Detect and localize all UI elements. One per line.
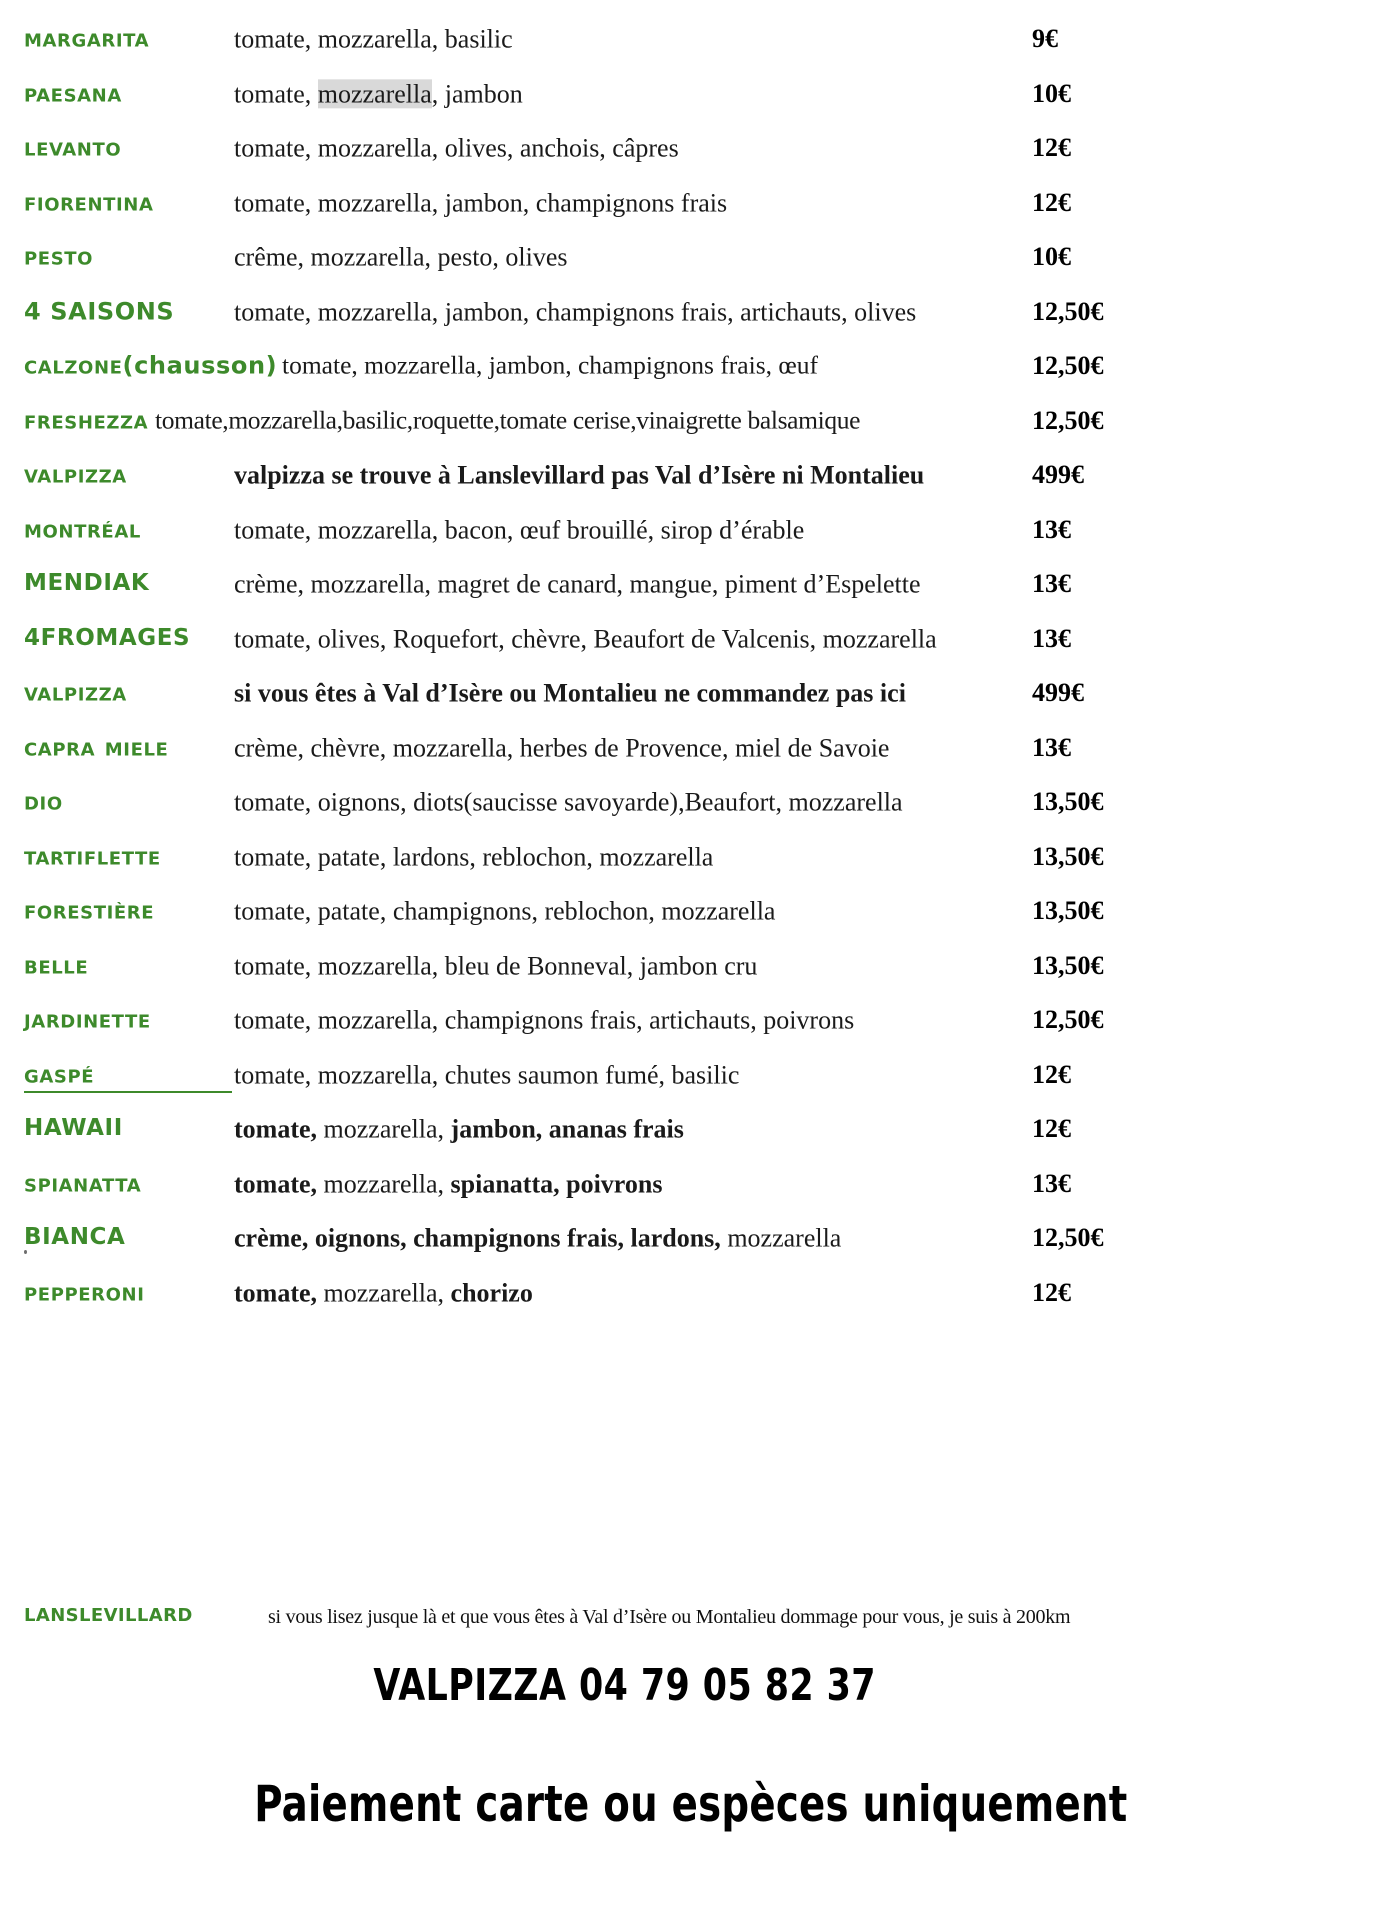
pizza-list (0, 12, 1399, 1320)
pizza-description: crême, mozzarella, pesto, olives (234, 242, 568, 272)
pizza-name: forestière (24, 895, 155, 926)
pizza-price: 13€ (1032, 569, 1071, 599)
menu-row[interactable] (0, 503, 1399, 558)
menu-row[interactable] (0, 1266, 1399, 1321)
menu-row[interactable] (0, 1102, 1399, 1157)
pizza-description: si vous êtes à Val d’Isère ou Montalieu ne commandez pas ici (234, 678, 906, 708)
menu-row[interactable] (0, 830, 1399, 885)
tagline-message: si vous lisez jusque là et que vous êtes à Val d’Isère ou Montalieu dommage pour vous, je suis à 200km (268, 1606, 1071, 1628)
pizza-name: 4 SAISONS (24, 297, 175, 326)
menu-row[interactable] (0, 775, 1399, 830)
pizza-description: tomate, oignons, diots(saucisse savoyarde),Beaufort, mozzarella (234, 787, 903, 817)
payment-notice: Paiement carte ou espèces uniquement (254, 1775, 1128, 1833)
tagline-location-name: lanslevillard (24, 1598, 193, 1628)
menu-row[interactable] (0, 993, 1399, 1048)
pizza-price: 13,50€ (1032, 841, 1104, 871)
pizza-name: spianatta (24, 1168, 142, 1199)
pizza-name: belle (24, 950, 89, 981)
pizza-name: freshezza (24, 405, 149, 436)
desc-regular-1: mozzarella (720, 1223, 842, 1253)
pizza-description: tomate, patate, lardons, reblochon, mozzarella (234, 842, 714, 872)
pizza-description: tomate, mozzarella, champignons frais, artichauts, poivrons (234, 1005, 855, 1035)
desc-regular-1: mozzarella, (317, 1114, 451, 1144)
pizza-price: 12€ (1032, 187, 1071, 217)
pizza-price: 9€ (1032, 24, 1058, 54)
desc-bold-1: tomate, (234, 1169, 318, 1199)
pizza-name (24, 350, 278, 381)
menu-row[interactable] (0, 285, 1399, 340)
pizza-name-main: calzone (24, 350, 123, 381)
menu-row[interactable] (0, 448, 1399, 503)
pizza-price: 13€ (1032, 732, 1071, 762)
pizza-description: crème, mozzarella, magret de canard, mangue, piment d’Espelette (234, 569, 921, 599)
pizza-description: tomate, mozzarella, chutes saumon fumé, basilic (234, 1060, 740, 1090)
pizza-description: tomate, mozzarella, basilic (234, 24, 513, 54)
menu-row[interactable] (0, 612, 1399, 667)
menu-row[interactable] (0, 1157, 1399, 1212)
menu-row[interactable] (0, 67, 1399, 122)
desc-regular-1: mozzarella, (317, 1169, 451, 1199)
pizza-name: BIANCA (24, 1224, 126, 1251)
pizza-name: jardinette (24, 1004, 151, 1035)
ink-speck (24, 1250, 27, 1254)
pizza-price: 13€ (1032, 514, 1071, 544)
pizza-price: 13,50€ (1032, 950, 1104, 980)
menu-row[interactable] (0, 721, 1399, 776)
desc-regular-1: mozzarella, (317, 1278, 451, 1308)
tagline-row (0, 1597, 1399, 1643)
pizza-price: 13,50€ (1032, 787, 1104, 817)
pizza-price: 12,50€ (1032, 1005, 1104, 1035)
pizza-price: 13,50€ (1032, 896, 1104, 926)
menu-row[interactable] (0, 557, 1399, 612)
pizza-name-suffix: (chausson) (122, 351, 278, 380)
desc-bold-2: chorizo (450, 1278, 533, 1308)
pizza-description: tomate, patate, champignons, reblochon, mozzarella (234, 896, 776, 926)
menu-row[interactable] (0, 1211, 1399, 1266)
pizza-description: tomate, mozzarella, bleu de Bonneval, jambon cru (234, 951, 758, 981)
pizza-price: 12€ (1032, 1114, 1071, 1144)
phone-number-line[interactable]: VALPIZZA 04 79 05 82 37 (373, 1660, 876, 1711)
pizza-price: 499€ (1032, 678, 1084, 708)
pizza-name: MENDIAK (24, 570, 150, 597)
pizza-price: 13€ (1032, 623, 1071, 653)
pizza-description (234, 1279, 533, 1306)
pizza-price: 13€ (1032, 1168, 1071, 1198)
pizza-price: 12€ (1032, 1277, 1071, 1307)
name-underline-rule (24, 1091, 232, 1093)
pizza-description: tomate, mozzarella, jambon, champignons frais (234, 188, 728, 218)
menu-row[interactable] (0, 666, 1399, 721)
pizza-price: 10€ (1032, 242, 1071, 272)
pizza-price: 12,50€ (1032, 405, 1104, 435)
pizza-price: 10€ (1032, 78, 1071, 108)
pizza-description (234, 80, 523, 107)
pizza-description (234, 1225, 841, 1252)
pizza-description: tomate, mozzarella, jambon, champignons frais, œuf (282, 350, 819, 380)
desc-bold-1: tomate, (234, 1114, 318, 1144)
pizza-name: montréal (24, 514, 141, 545)
desc-bold-1: tomate, (234, 1278, 318, 1308)
pizza-name: paesana (24, 78, 122, 109)
menu-row[interactable] (0, 121, 1399, 176)
pizza-description: tomate, olives, Roquefort, chèvre, Beaufort de Valcenis, mozzarella (234, 624, 937, 654)
pizza-name: levanto (24, 132, 122, 163)
selection-highlight: mozzarella (317, 79, 432, 109)
desc-bold-2: spianatta, poivrons (450, 1169, 663, 1199)
pizza-description (234, 1116, 684, 1143)
menu-row[interactable] (0, 339, 1399, 394)
pizza-description: crème, chèvre, mozzarella, herbes de Provence, miel de Savoie (234, 733, 890, 763)
menu-row[interactable] (0, 1048, 1399, 1103)
desc-part-after: , jambon (431, 79, 523, 109)
menu-row[interactable] (0, 176, 1399, 231)
pizza-description: tomate, mozzarella, bacon, œuf brouillé, sirop d’érable (234, 515, 805, 545)
pizza-price: 12,50€ (1032, 1223, 1104, 1253)
pizza-name: valpizza (24, 459, 127, 490)
menu-row[interactable] (0, 394, 1399, 449)
pizza-name: HAWAII (24, 1115, 123, 1142)
pizza-description: tomate, mozzarella, jambon, champignons frais, artichauts, olives (234, 297, 917, 327)
menu-row[interactable] (0, 12, 1399, 67)
pizza-name: dio (24, 786, 63, 817)
pizza-name: tartiflette (24, 841, 161, 872)
pizza-description: valpizza se trouve à Lanslevillard pas Val d’Isère ni Montalieu (234, 460, 925, 490)
pizza-name: capra miele (24, 732, 169, 763)
pizza-description: tomate,mozzarella,basilic,roquette,tomate cerise,vinaigrette balsamique (155, 405, 861, 435)
footer-block (0, 1597, 1399, 1643)
pizza-name: gaspé (24, 1059, 95, 1090)
pizza-name: valpizza (24, 677, 127, 708)
pizza-name: pepperoni (24, 1277, 145, 1308)
pizza-description: tomate, mozzarella, olives, anchois, câpres (234, 133, 679, 163)
pizza-name: 4FROMAGES (24, 624, 191, 651)
desc-bold-2: jambon, ananas frais (450, 1114, 684, 1144)
pizza-price: 12,50€ (1032, 296, 1104, 326)
pizza-price: 12€ (1032, 133, 1071, 163)
pizza-description (234, 1170, 662, 1197)
pizza-price: 499€ (1032, 460, 1084, 490)
pizza-name: pesto (24, 241, 94, 272)
menu-row[interactable] (0, 939, 1399, 994)
pizza-name: margarita (24, 23, 150, 54)
pizza-price: 12€ (1032, 1059, 1071, 1089)
menu-row[interactable] (0, 230, 1399, 285)
desc-bold-1: crème, oignons, champignons frais, lardons, (234, 1223, 721, 1253)
pizza-name: fiorentina (24, 187, 154, 218)
desc-part-before: tomate, (234, 79, 318, 109)
pizza-price: 12,50€ (1032, 351, 1104, 381)
menu-row[interactable] (0, 884, 1399, 939)
